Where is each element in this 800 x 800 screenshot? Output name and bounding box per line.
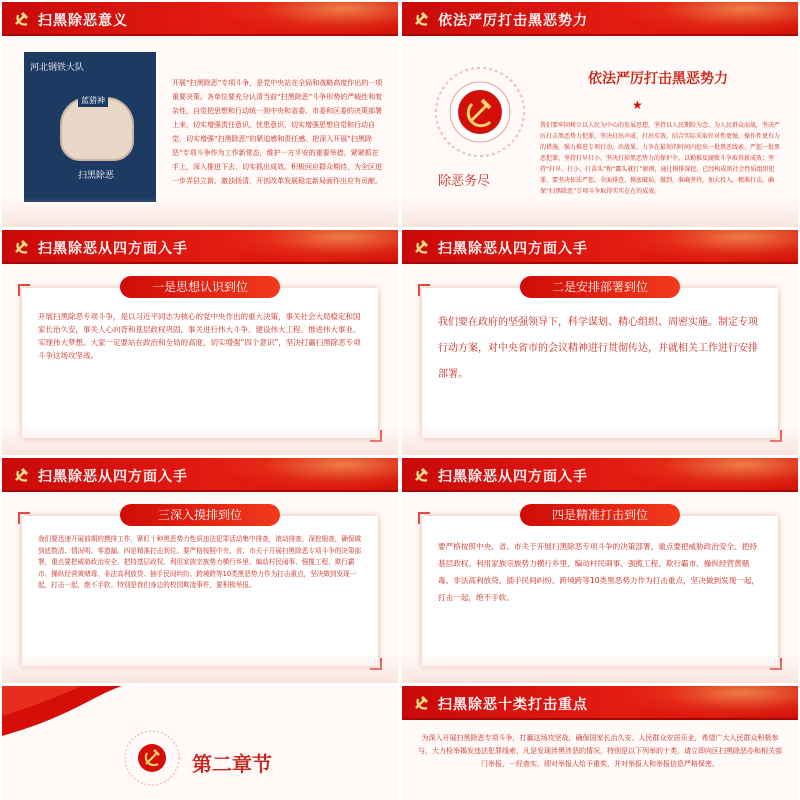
content-card: [422, 280, 778, 438]
poster-caption-top: 河北钢铁大队: [30, 63, 85, 73]
section-pill-label: 二是安排部署到位: [520, 276, 680, 298]
bottom-wave-decoration: [402, 197, 798, 227]
slide-crackdown[interactable]: [402, 2, 798, 227]
content-card: [422, 508, 778, 666]
content-card: [22, 508, 378, 666]
slide-header: [2, 458, 398, 492]
content-card: [22, 280, 378, 438]
slide-aspect-4[interactable]: [402, 458, 798, 683]
card-corner-decoration: [418, 284, 430, 296]
header-glow: [618, 686, 798, 720]
header-glow: [218, 230, 398, 264]
slide-chapter-two[interactable]: [2, 686, 398, 800]
section-headline: 依法严厉打击黑恶势力: [588, 71, 728, 87]
section-pill-label: 三深入摸排到位: [120, 504, 280, 526]
section-pill-label: 一是思想认识到位: [120, 276, 280, 298]
slide-header: [402, 686, 798, 720]
card-corner-decoration: [18, 512, 30, 524]
slide-title: 扫黑除恶十类打击重点: [438, 697, 588, 713]
significance-text: 开展“扫黑除恶”专项斗争，是党中央站在全局和战略高度作出的一项重要决策。各单位要充分认清当前“扫黑除恶”斗争形势的严峻性和复杂性，自觉把思想和行动统一到中央和省委、市委和区委的决策部署上来，切实增强责任意识、忧患意识，切实增强思想自觉和行动自觉，切实增强“扫黑除恶”的紧迫感和责任感。把深入开展“扫黑除恶”专项斗争作为工作新常态，维护一方平安的重要举措，紧紧抓在手上，深入推进下去，切实抓出成效。积极回应群众期待，为全区进一步弄县立新、激浊扬清，开创改革发展稳定新局面作出应有贡献。: [172, 79, 383, 185]
section-pill-label: 四是精准打击到位: [520, 504, 680, 526]
slide-header: [402, 230, 798, 264]
card-body-text: 要严格按照中央、省、市关于开展扫黑除恶专项斗争的决策部署，重点要把威胁政治安全、把持基层政权、利用家族宗族势力横行乡里、编动村民闹事、强揽工程、欺行霸市、操纵经营黄赌毒、非法高利放贷、插手民间纠纷、跨境跨等10类黑恶势力作为打击重点，坚决做到发现一起，打击一起，绝不手软。: [438, 542, 760, 602]
slide-aspect-2[interactable]: [402, 230, 798, 455]
hammer-sickle-icon: [12, 9, 32, 29]
section-subtitle: 除恶务尽: [438, 174, 491, 189]
header-glow: [218, 2, 398, 36]
hammer-sickle-icon: [412, 465, 432, 485]
header-glow: [618, 458, 798, 492]
card-body-text: 我们要在政府的坚强领导下，科学谋划、精心组织、周密实施。制定专项行动方案，对中央省市的会议精神进行贯彻传达，并就相关工作进行安排部署。: [438, 317, 758, 380]
slide-header: [2, 230, 398, 264]
poster-caption-bottom: 扫黑除恶: [78, 171, 115, 181]
slide-title: 扫黑除恶从四方面入手: [438, 241, 588, 257]
hammer-sickle-icon: [12, 465, 32, 485]
poster-caption-mid: 蓝猎神: [78, 94, 108, 107]
hammer-sickle-icon: [12, 237, 32, 257]
card-corner-decoration: [418, 512, 430, 524]
ten-targets-text: 为深入开展扫黑除恶专项斗争，打赢这场攻坚战，确保国家长治久安、人民群众安居乐业，希望广大人民群众积极参与，大力检举揭发违法犯罪线索，凡是发现涉黑涉恶的情况，特别是以下列举的十类，请立即向区扫黑除恶办和相关部门举报，一经查实，即对举报人给予重奖，并对举报人和举报信息严格保密。: [418, 734, 782, 768]
hammer-sickle-icon: [412, 9, 432, 29]
slide-ten-targets[interactable]: [402, 686, 798, 800]
slide-aspect-3[interactable]: [2, 458, 398, 683]
star-icon: ★: [632, 98, 643, 112]
header-glow: [618, 2, 798, 36]
party-emblem-icon: [432, 64, 528, 160]
bottom-wave-decoration: [402, 425, 798, 455]
slide-header: [402, 458, 798, 492]
red-flag-decoration: [2, 686, 122, 736]
party-emblem-icon: [122, 728, 182, 788]
header-glow: [218, 458, 398, 492]
chapter-title: 第二章节: [192, 752, 272, 776]
bottom-wave-decoration: [2, 425, 398, 455]
card-body-text: 我们要迅速开展前期的摸排工作，紧盯十种黑恶势力性质违法犯罪活动集中排查，滚动排查，深挖细查，确保做到底数清、情况明、零遗漏。四是精准打击到位。要严格按照中央、省、市关于开展扫黑除恶专项斗争的决策部署，重点要把威胁政治安全、把持基层政权、利用家族宗族势力横行乡里、编动村民闹事、强揽工程、欺行霸市、操纵经营黄赌毒、非法高利放贷、插手民间纠纷、跨境跨等10类黑恶势力作为打击重点，坚决做到发现一起，打击一起，绝不手软。特别是我们身边的校园欺凌事件，要积极举报。: [38, 535, 362, 589]
card-body-text: 开展扫黑除恶专项斗争，是以习近平同志为核心的党中央作出的重大决策，事关社会大局稳定和国家长治久安，事关人心向背和基层政权巩固，事关进行伟大斗争、建设伟大工程、推进伟大事业、实现伟大梦想。大家一定要站在政治和全局的高度，切实增强“四个意识”，坚决打赢扫黑除恶专项斗争这场攻坚战。: [38, 312, 361, 360]
slide-header: [402, 2, 798, 36]
hammer-sickle-icon: [412, 237, 432, 257]
anti-crime-poster-image: [24, 52, 156, 202]
header-glow: [618, 230, 798, 264]
slide-aspect-1[interactable]: [2, 230, 398, 455]
crackdown-text: 我们要牢固树立以人民为中心的发展思想，坚持以人民期盼为念、为人民群众而战，坚决严厉打击黑恶势力犯罪，坚决打出声威、打出实效。结合实际采取针对性更强、操作性更有力的措施，强力推进专项行动，出战果，力争在最短的时间内挖出一批黑恶线索、严惩一批黑恶犯罪，坚持打早打小，坚决打掉黑恶势力的保护伞，以勤推反腐败斗争取得新成效；坚持“打早、打小、打苗头”和“露头就打”原则，通过摸排深挖，已经构成黑社会性质组织犯罪、要坚决依法严惩，全面排查，摸底破局，做到，准确坚持，加大投入，精准打击，确保“扫黑除恶”专项斗争取得实实在在的成效。: [540, 122, 781, 195]
slide-significance[interactable]: [2, 2, 398, 227]
slide-header: [2, 2, 398, 36]
bottom-wave-decoration: [2, 653, 398, 683]
hammer-sickle-icon: [412, 693, 432, 713]
slide-title: 扫黑除恶从四方面入手: [438, 469, 588, 485]
slide-title: 扫黑除恶从四方面入手: [38, 469, 188, 485]
card-corner-decoration: [18, 284, 30, 296]
slide-title: 扫黑除恶意义: [38, 13, 128, 29]
bottom-wave-decoration: [402, 653, 798, 683]
slide-title: 依法严厉打击黑恶势力: [438, 13, 588, 29]
slide-title: 扫黑除恶从四方面入手: [38, 241, 188, 257]
bottom-wave-decoration: [2, 197, 398, 227]
